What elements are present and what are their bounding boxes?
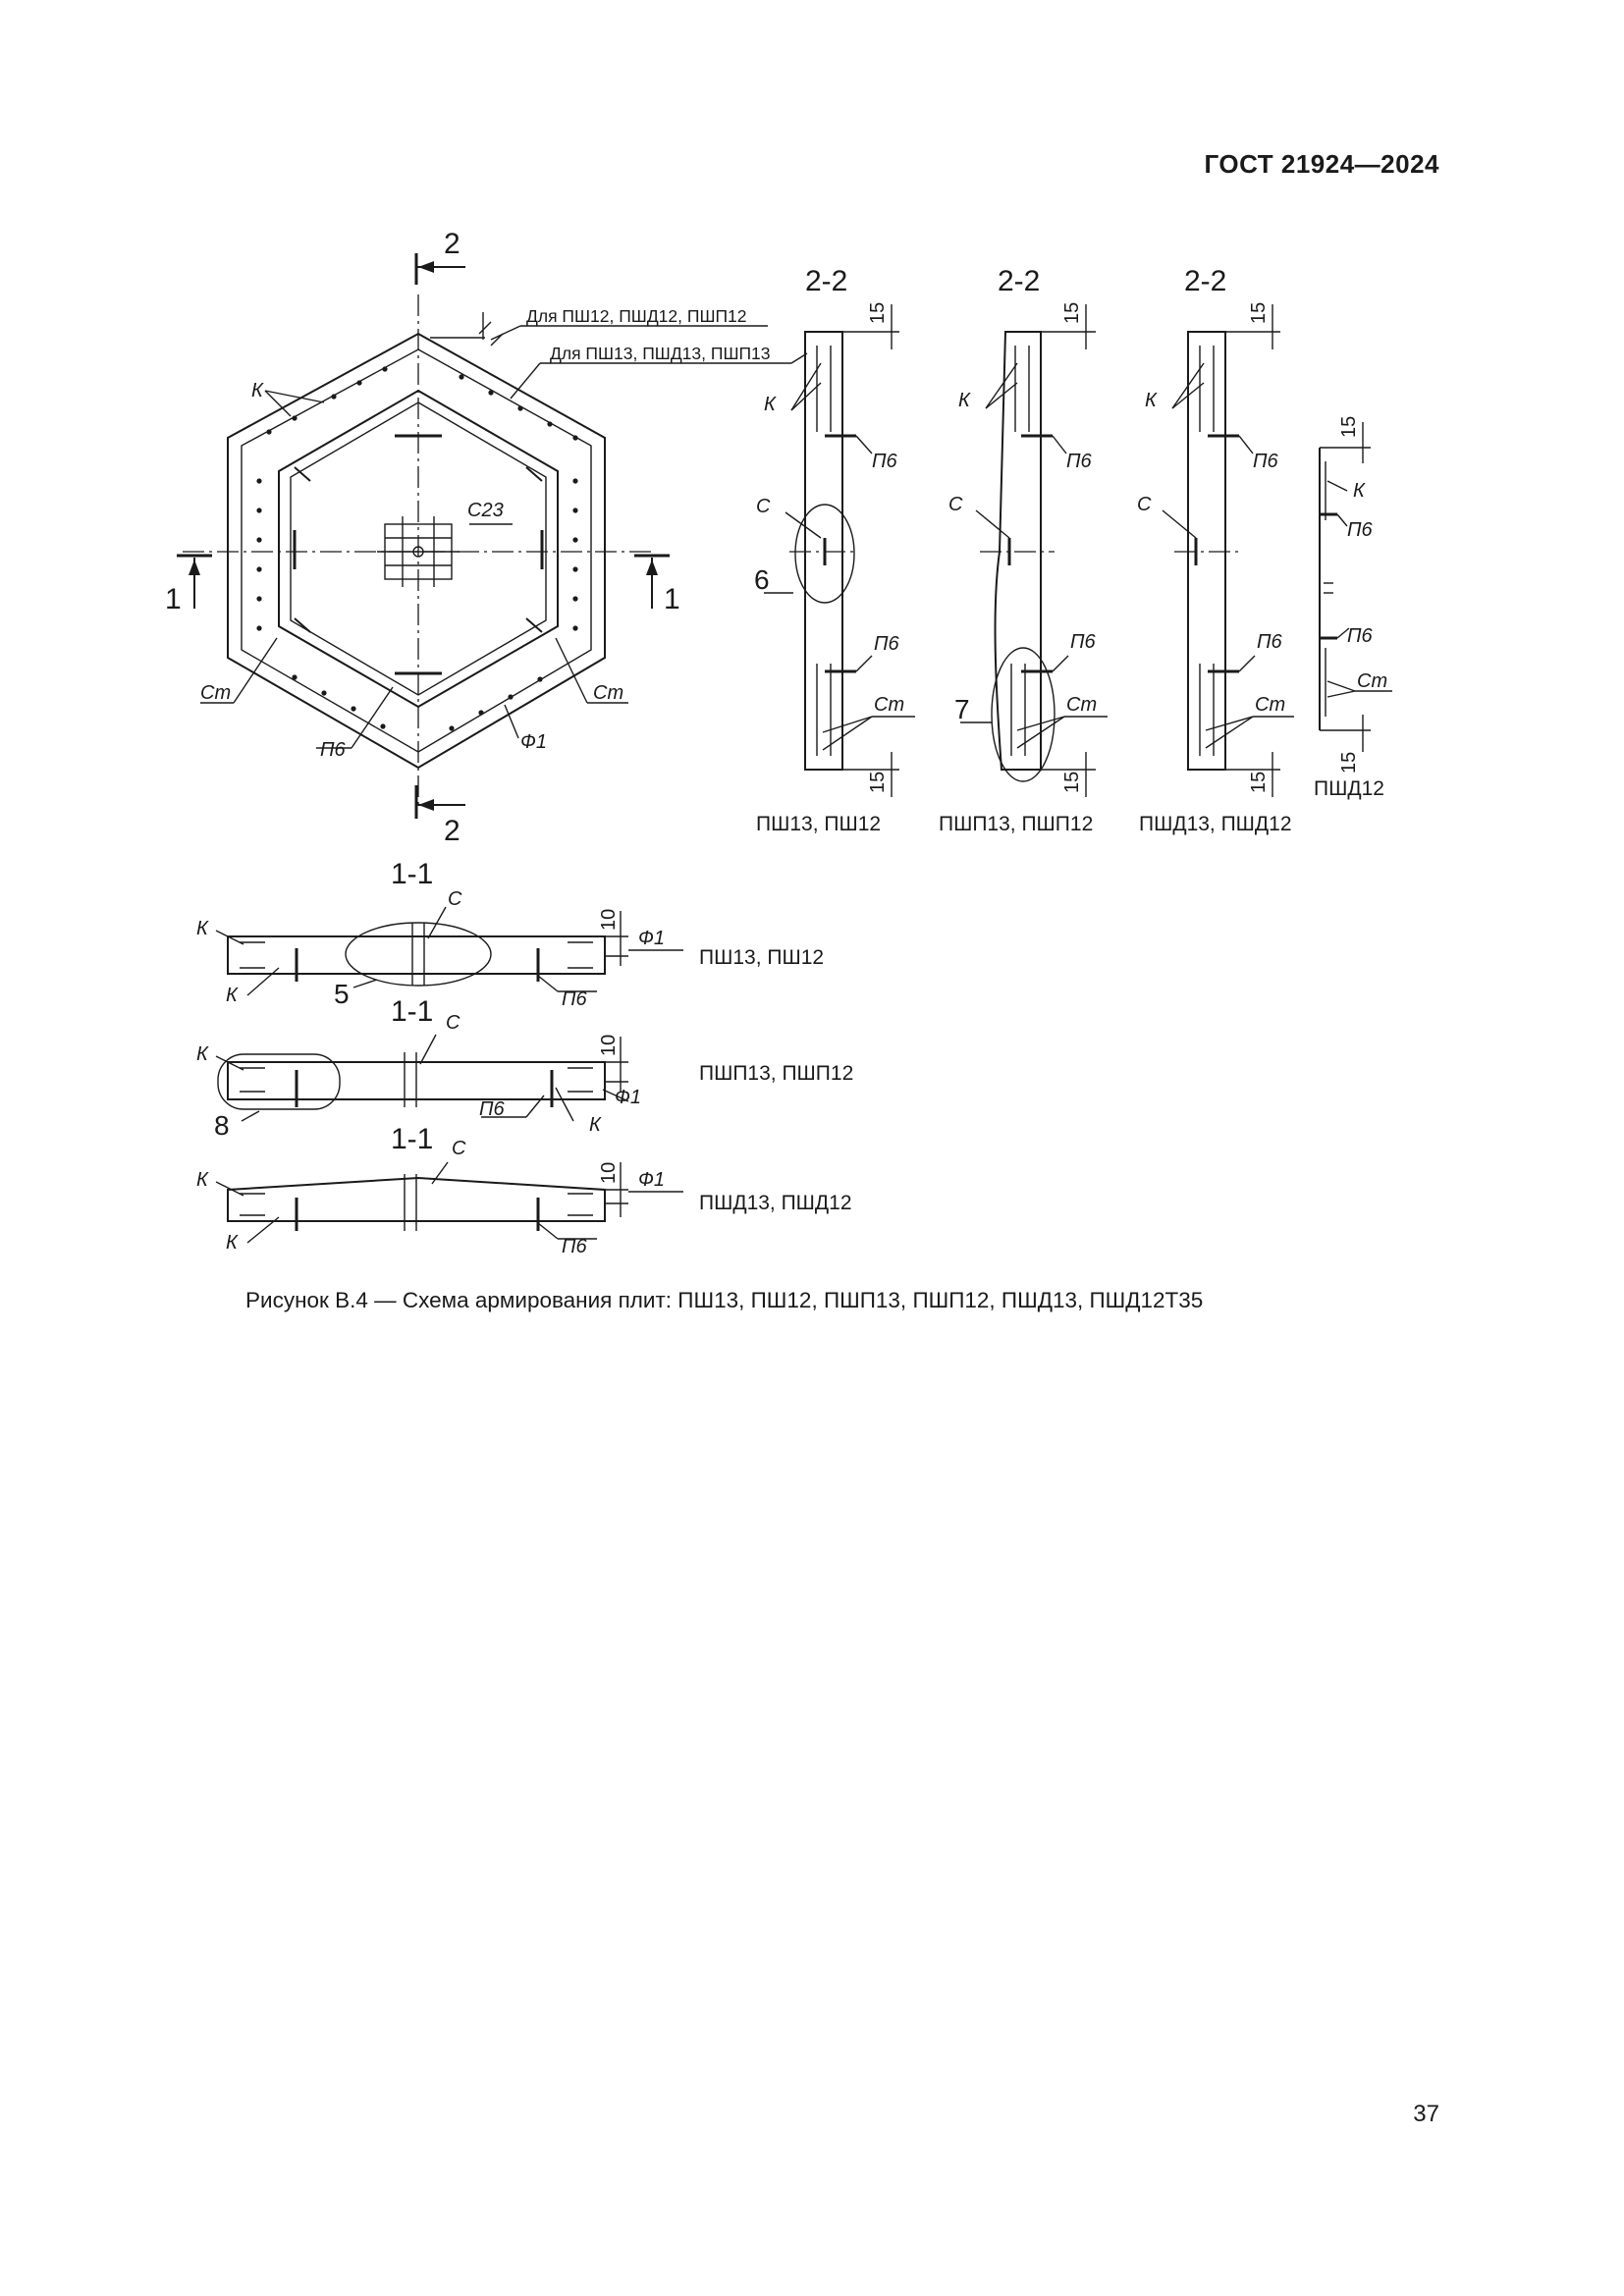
section-title: 1-1 (391, 1123, 434, 1155)
dim-bottom: 15 (1061, 771, 1083, 793)
section-1-1-pshd13 (196, 1123, 852, 1257)
section-title: 1-1 (391, 995, 434, 1028)
section-1-1-pshp13 (196, 995, 853, 1141)
label-p6-bottom: П6 (1070, 631, 1096, 653)
plan-label-f1: Ф1 (520, 731, 548, 753)
section-1-marker-left: 1 (165, 583, 182, 615)
dim: 10 (598, 908, 620, 931)
section-title: 2-2 (1184, 265, 1227, 297)
label-p6-top: П6 (1347, 519, 1373, 541)
label-p6-bottom: П6 (1347, 625, 1373, 647)
standard-code: ГОСТ 21924—2024 (1204, 149, 1439, 179)
label-k: К (1145, 390, 1157, 411)
callout-7: 7 (954, 694, 970, 724)
label-k-bottom: К (226, 985, 238, 1006)
callout-8: 8 (214, 1110, 230, 1141)
section-2-2-pshp13 (939, 265, 1108, 835)
label-p6-bottom: П6 (874, 633, 899, 655)
label-p6-top: П6 (1066, 451, 1092, 472)
dim-bottom: 15 (1248, 771, 1270, 793)
plan-label-ct-right: Ст (593, 682, 624, 704)
dim-top: 15 (867, 301, 889, 324)
plan-view (165, 228, 807, 847)
label-c: С (756, 496, 771, 517)
note-inner-contour: Для ПШ13, ПШД13, ПШП13 (550, 344, 771, 363)
label-c: С (448, 888, 462, 910)
label-k-bottom: К (226, 1232, 238, 1254)
label-k-top: К (196, 918, 208, 939)
plan-label-ct-left: Ст (200, 682, 232, 704)
callout-6: 6 (754, 564, 770, 595)
dim: 10 (598, 1161, 620, 1184)
label-c: С (446, 1012, 460, 1034)
label-p6-top: П6 (872, 451, 897, 472)
label-ct: Ст (874, 694, 905, 716)
section-1-1-psh13 (196, 858, 824, 1010)
dim-top: 15 (1061, 301, 1083, 324)
dim-bottom: 15 (867, 771, 889, 793)
section-2-marker-bottom: 2 (444, 815, 460, 847)
section-1-marker-right: 1 (664, 583, 680, 615)
label-f1: Ф1 (638, 928, 666, 949)
dim-bottom: 15 (1338, 751, 1360, 774)
section-caption: ПШД12 (1314, 777, 1384, 800)
section-2-2-psh13 (754, 265, 915, 835)
label-ct: Ст (1255, 694, 1286, 716)
page-number: 37 (1413, 2101, 1439, 2127)
label-p6: П6 (562, 988, 587, 1010)
label-c: С (1137, 494, 1152, 515)
dim: 10 (598, 1034, 620, 1056)
section-title: 2-2 (998, 265, 1041, 297)
section-caption: ПШП13, ПШП12 (939, 813, 1094, 835)
label-c: С (452, 1138, 466, 1159)
section-2-marker-top: 2 (444, 228, 460, 260)
dim-top: 15 (1248, 301, 1270, 324)
section-caption: ПШД13, ПШД12 (699, 1192, 852, 1214)
label-ct: Ст (1357, 670, 1388, 692)
label-k-top: К (196, 1169, 208, 1191)
label-p6: П6 (479, 1098, 505, 1120)
figure-caption: Рисунок В.4 — Схема армирования плит: ПШ13, ПШ12, ПШП13, ПШП12, ПШД13, ПШД12Т35 (245, 1288, 1204, 1312)
label-p6-top: П6 (1253, 451, 1278, 472)
label-c: С (948, 494, 963, 515)
label-f1: Ф1 (615, 1087, 642, 1108)
section-caption: ПШ13, ПШ12 (699, 946, 825, 969)
label-p6-bottom: П6 (1257, 631, 1282, 653)
section-2-2-pshd13 (1137, 265, 1294, 835)
section-pshd12-detail (1314, 416, 1392, 800)
label-k-top: К (196, 1043, 208, 1065)
section-title: 2-2 (805, 265, 848, 297)
label-k: К (764, 394, 776, 415)
section-caption: ПШП13, ПШП12 (699, 1062, 854, 1085)
label-p6: П6 (562, 1236, 587, 1257)
section-caption: ПШ13, ПШ12 (756, 813, 882, 835)
plan-label-k: К (251, 380, 263, 401)
label-k-right: К (589, 1114, 601, 1136)
plan-label-p6: П6 (320, 739, 346, 761)
plan-label-c23: С23 (467, 500, 504, 521)
section-caption: ПШД13, ПШД12 (1139, 813, 1292, 835)
dim-top: 15 (1338, 415, 1360, 438)
label-k: К (958, 390, 970, 411)
label-ct: Ст (1066, 694, 1098, 716)
label-k: К (1353, 480, 1365, 502)
note-outer-contour: Для ПШ12, ПШД12, ПШП12 (526, 306, 747, 326)
callout-5: 5 (334, 979, 350, 1009)
section-title: 1-1 (391, 858, 434, 890)
label-f1: Ф1 (638, 1169, 666, 1191)
